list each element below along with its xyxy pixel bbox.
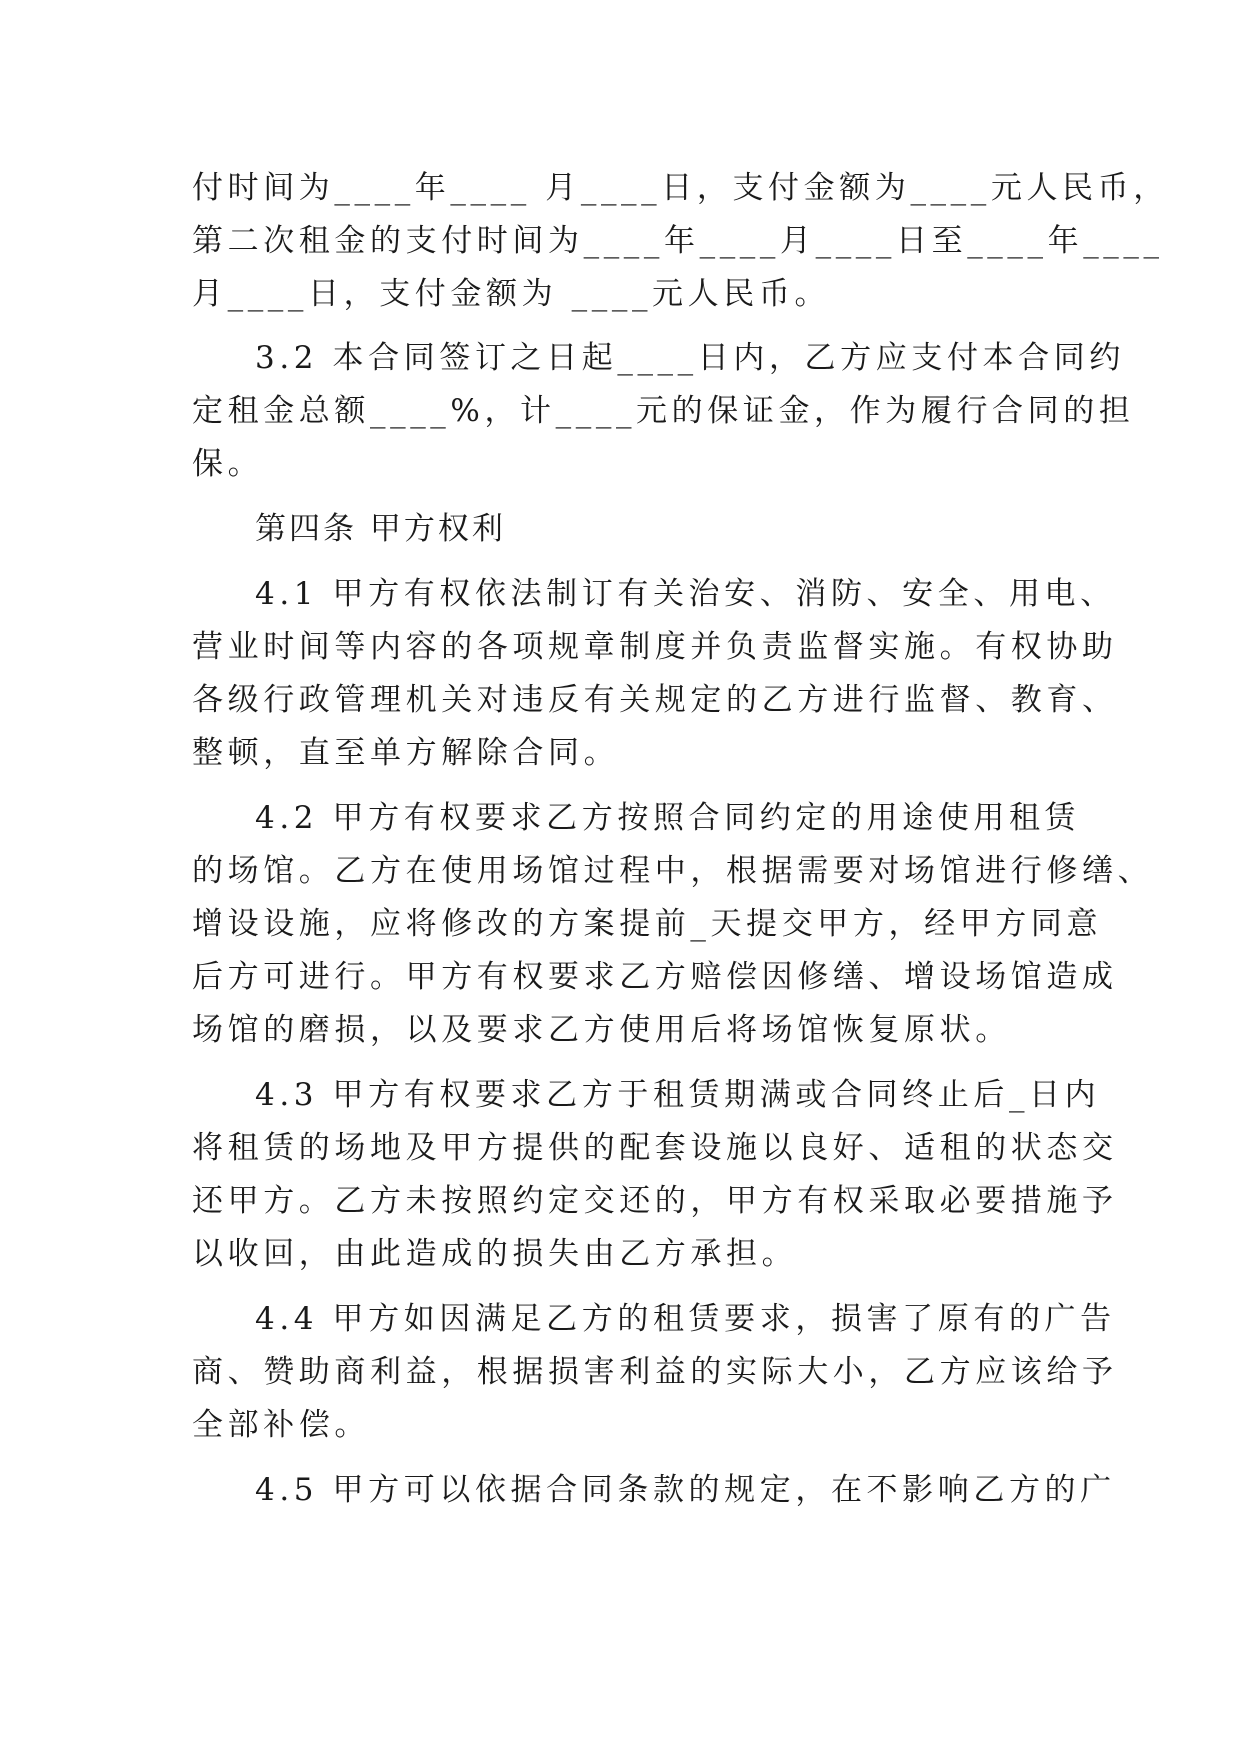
clause-4-5-start: 4.5 甲方可以依据合同条款的规定，在不影响乙方的广	[255, 1472, 1116, 1508]
text-line: 将租赁的场地及甲方提供的配套设施以良好、适租的状态交	[192, 1130, 1118, 1166]
clause-3-2-start: 3.2 本合同签订之日起____日内，乙方应支付本合同约	[255, 340, 1125, 376]
text-line: 的场馆。乙方在使用场馆过程中，根据需要对场馆进行修缮、	[192, 853, 1154, 889]
section-heading: 第四条 甲方权利	[255, 511, 506, 547]
clause-4-2-start: 4.2 甲方有权要求乙方按照合同约定的用途使用租赁	[255, 800, 1081, 836]
text-line: 营业时间等内容的各项规章制度并负责监督实施。有权协助	[192, 629, 1118, 665]
clause-4-4-start: 4.4 甲方如因满足乙方的租赁要求，损害了原有的广告	[255, 1301, 1116, 1337]
text-line: 全部补偿。	[192, 1407, 370, 1443]
text-line: 整顿，直至单方解除合同。	[192, 735, 620, 771]
text-line: 增设设施，应将修改的方案提前_天提交甲方，经甲方同意	[192, 906, 1103, 942]
text-line: 第二次租金的支付时间为____年____月____日至____年____	[192, 223, 1164, 259]
text-line: 定租金总额____%，计____元的保证金，作为履行合同的担	[192, 393, 1135, 429]
text-line: 商、赞助商利益，根据损害利益的实际大小，乙方应该给予	[192, 1354, 1118, 1390]
text-line: 付时间为____年____ 月____日，支付金额为____元人民币，	[192, 170, 1169, 206]
clause-4-3-start: 4.3 甲方有权要求乙方于租赁期满或合同终止后_日内	[255, 1077, 1101, 1113]
text-line: 各级行政管理机关对违反有关规定的乙方进行监督、教育、	[192, 682, 1118, 718]
text-line: 场馆的磨损，以及要求乙方使用后将场馆恢复原状。	[192, 1012, 1011, 1048]
text-line: 后方可进行。甲方有权要求乙方赔偿因修缮、增设场馆造成	[192, 959, 1118, 995]
text-line: 以收回，由此造成的损失由乙方承担。	[192, 1236, 798, 1272]
text-line: 还甲方。乙方未按照约定交还的，甲方有权采取必要措施予	[192, 1183, 1118, 1219]
text-line: 月____日，支付金额为 ____元人民币。	[192, 276, 831, 312]
text-line: 保。	[192, 446, 264, 482]
clause-4-1-start: 4.1 甲方有权依法制订有关治安、消防、安全、用电、	[255, 576, 1116, 612]
